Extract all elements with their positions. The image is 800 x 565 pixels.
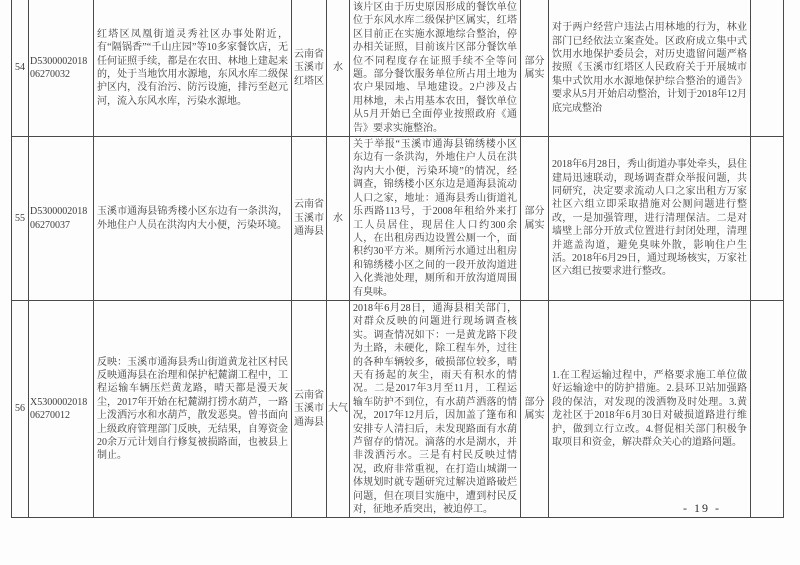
region-cell: 云南省玉溪市通海县: [292, 137, 327, 301]
investigation-cell: 关于举报“玉溪市通海县锦绣楼小区东边有一条洪沟，外地住户人员在洪沟内大小便，污染环境”的情况，经调查，锦绣楼小区东边是通海县流动人口之家，地址：通海县秀山街道礼乐西路113号，于2008年租给外来打工人员居住，现居住人口约300余人，在出租房西边设置公厕一个，面积约30平方米。厕所污水通过出租房和锦绣楼小区之间的一段开放沟道进入化粪池处理，厕所和开放沟道周围有臭味。: [350, 137, 521, 301]
handling-cell: 2018年6月28日，秀山街道办事处牵头，县住建局迅速联动，现场调查群众举报问题，共同研究，决定要求流动人口之家出租方万家社区六组立即采取措施对公厕问题进行整改，一是加强管理，进行清理保洁。二是对墙壁上部分开放式位置进行封闭处理，清理并遮盖沟道，避免臭味外散，影响住户生活。2018年6月29日，通过现场核实，万家社区六组已按要求进行整改。: [549, 137, 751, 301]
seq-cell: 54: [12, 0, 29, 137]
remark-cell: [751, 300, 784, 518]
case-number-cell: X530000201806270012: [29, 300, 94, 518]
complaint-cell: 反映：玉溪市通海县秀山街道黄龙社区村民反映通海县在治理和保护杞麓湖工程中，工程运输车辆压烂黄龙路，晴天都是漫天灰尘，2017年开始在杞麓湖打捞水葫芦，一路上泼洒污水和水葫芦，散发恶臭。曾书面向上级政府管理部门反映，无结果，自筹资金20余万元计划自行修复被损路面，也被县上制止。: [94, 300, 292, 518]
region-cell: 云南省玉溪市通海县: [292, 300, 327, 518]
investigation-cell: 2018年6月28日，通海县相关部门，对群众反映的问题进行现场调查核实。调查情况如下：一是黄龙路下段为土路，未硬化，除工程车外，过往的各种车辆较多，破损部位较多，晴天有扬起的灰尘，雨天有积水的情况。二是2017年3月至11月，工程运输车防护不到位，有水葫芦洒落的情况，2017年12月后，因加盖了篷布和安排专人清扫后，未发现路面有水葫芦留存的情况。滴落的水是湖水，并非泼洒污水。三是有村民反映过情况，政府非常重视，在打造山城湖一体规划时就专题研究过解决道路破烂问题，但在项目实施中，遭到村民反对，征地矛盾突出，被迫停工。: [350, 300, 521, 518]
complaint-cell: 玉溪市通海县锦秀楼小区东边有一条洪沟，外地住户人员在洪沟内大小便，污染环境。: [94, 137, 292, 301]
pollution-type-cell: 水: [327, 0, 350, 137]
case-number-cell: D530000201806270032: [29, 0, 94, 137]
investigation-cell: 该片区由于历史原因形成的餐饮单位位于东风水库二级保护区属实，红塔区目前正在实施水源地综合整治，停办相关证照，目前该片区部分餐饮单位不同程度存在证照手续不全等问题。部分餐饮服务单位所占用土地为农户果园地、旱地建设。2户涉及占用林地，未占用基本农田，餐饮单位从5月开始已全面停业按照政府《通告》要求实施整治。: [350, 0, 521, 137]
handling-cell: 对于两户经营户违法占用林地的行为，林业部门已经依法立案查处。区政府成立集中式饮用水地保护委员会，对历史遗留问题严格按照《玉溪市红塔区人民政府关于开展城市集中式饮用水水源地保护综合整治的通告》要求从5月开始启动整治，计划于2018年12月底完成整治: [549, 0, 751, 137]
seq-cell: 56: [12, 300, 29, 518]
table-row: [12, 137, 784, 301]
complaint-cell: 红塔区凤凰街道灵秀社区办事处附近，有“隔锅香”“千山庄园”等10多家餐饮店，无任何证照手续，都是在农田、林地上建起来的，处于当地饮用水源地，东风水库二级保护区内，没有治污、防污设施，排污至赵元河，流入东风水库，污染水源地。: [94, 0, 292, 137]
table-row: [12, 0, 784, 137]
page-number: - 19 -: [683, 501, 721, 515]
verification-cell: 部分属实: [521, 0, 549, 137]
case-number-cell: D530000201806270037: [29, 137, 94, 301]
pollution-type-cell: 水: [327, 137, 350, 301]
table-row: [12, 300, 784, 518]
region-cell: 云南省玉溪市红塔区: [292, 0, 327, 137]
handling-cell: 1.在工程运输过程中，严格要求施工单位做好运输途中的防护措施。2.县环卫站加强路段的保洁，对发现的泼洒物及时处理。3.黄龙社区于2018年6月30日对破损道路进行维护，做到立行立改。4.督促相关部门积极争取项目和资金，解决群众关心的道路问题。: [549, 300, 751, 518]
verification-cell: 部分属实: [521, 300, 549, 518]
verification-cell: 部分属实: [521, 137, 549, 301]
seq-cell: 55: [12, 137, 29, 301]
complaint-table: [11, 0, 784, 518]
remark-cell: [751, 137, 784, 301]
remark-cell: [751, 0, 784, 137]
pollution-type-cell: 大气: [327, 300, 350, 518]
